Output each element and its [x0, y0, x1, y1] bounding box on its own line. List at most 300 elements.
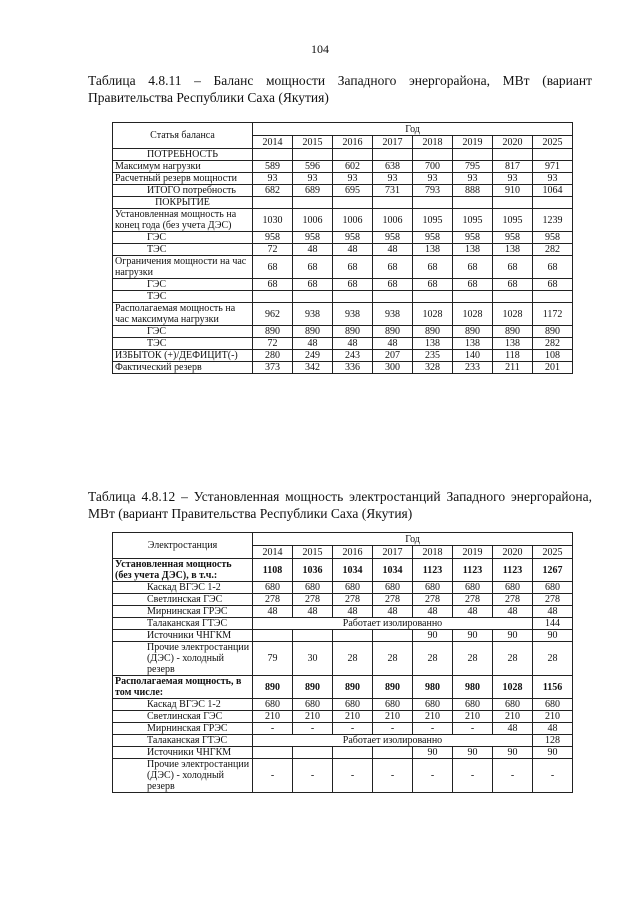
cell-value: 958: [493, 232, 533, 244]
cell-value: 210: [453, 711, 493, 723]
cell-value: 210: [373, 711, 413, 723]
cell-value: -: [373, 759, 413, 793]
cell-value: 48: [253, 606, 293, 618]
year-header: 2017: [373, 136, 413, 149]
cell-value: 207: [373, 350, 413, 362]
cell-value: 278: [253, 594, 293, 606]
cell-value: 48: [533, 723, 573, 735]
table-row: [113, 244, 573, 256]
table-row: [113, 209, 573, 232]
cell-value: 938: [333, 303, 373, 326]
row-label: Установленная мощность (без учета ДЭС), в т.ч.:: [113, 559, 253, 582]
cell-value: 680: [453, 699, 493, 711]
cell-value: 962: [253, 303, 293, 326]
cell-value: 30: [293, 642, 333, 676]
row-label: Располагаемая мощность на час максимума нагрузки: [113, 303, 253, 326]
cell-value: 68: [533, 279, 573, 291]
cell-value: 682: [253, 185, 293, 197]
cell-value: 90: [533, 747, 573, 759]
row-label: Расчетный резерв мощности: [113, 173, 253, 185]
cell-value: 201: [533, 362, 573, 374]
cell-value: 890: [493, 326, 533, 338]
cell-value: 890: [333, 676, 373, 699]
cell-value: [333, 149, 373, 161]
cell-value: 980: [453, 676, 493, 699]
cell-value: 1095: [413, 209, 453, 232]
cell-value: 235: [413, 350, 453, 362]
row-label: ТЭС: [113, 338, 253, 350]
table-row: [113, 197, 573, 209]
cell-value: 68: [533, 256, 573, 279]
cell-value: [333, 291, 373, 303]
row-label: Максимум нагрузки: [113, 161, 253, 173]
cell-value: -: [293, 759, 333, 793]
cell-value: 938: [373, 303, 413, 326]
cell-value: 278: [333, 594, 373, 606]
cell-value: -: [413, 723, 453, 735]
cell-value: 1123: [453, 559, 493, 582]
cell-value: [453, 291, 493, 303]
cell-value: 48: [333, 338, 373, 350]
power-balance-table: [112, 122, 573, 374]
row-label: Прочие электростанции (ДЭС) - холодный резерв: [113, 642, 253, 676]
cell-value: 680: [293, 582, 333, 594]
cell-value: 28: [533, 642, 573, 676]
cell-value: 1028: [493, 303, 533, 326]
cell-value: 373: [253, 362, 293, 374]
cell-value: 300: [373, 362, 413, 374]
cell-value: 278: [453, 594, 493, 606]
cell-value: 1006: [333, 209, 373, 232]
cell-value: 93: [493, 173, 533, 185]
cell-value: 28: [453, 642, 493, 676]
cell-value: [453, 197, 493, 209]
table-row: [113, 723, 573, 735]
table-row: [113, 326, 573, 338]
cell-value: 68: [493, 256, 533, 279]
cell-value: 93: [533, 173, 573, 185]
cell-value: 1095: [493, 209, 533, 232]
table-row: [113, 711, 573, 723]
cell-value: 48: [493, 606, 533, 618]
cell-value: 589: [253, 161, 293, 173]
cell-value: 680: [333, 699, 373, 711]
cell-value: 48: [293, 244, 333, 256]
cell-value: 68: [373, 256, 413, 279]
cell-value: [453, 149, 493, 161]
row-label: ГЭС: [113, 279, 253, 291]
cell-value: 68: [253, 256, 293, 279]
year-header: 2015: [293, 546, 333, 559]
row-label: ГЭС: [113, 232, 253, 244]
row-label: Источники ЧНГКМ: [113, 630, 253, 642]
cell-value: 48: [413, 606, 453, 618]
year-group-header: Год: [253, 123, 573, 136]
cell-value: [533, 197, 573, 209]
row-label: Мирнинская ГРЭС: [113, 606, 253, 618]
cell-value: 48: [293, 338, 333, 350]
row-label: Светлинская ГЭС: [113, 594, 253, 606]
cell-value: 210: [293, 711, 333, 723]
cell-value: 689: [293, 185, 333, 197]
cell-value: 90: [453, 630, 493, 642]
cell-value: 890: [453, 326, 493, 338]
table-row: [113, 185, 573, 197]
cell-value: 90: [413, 630, 453, 642]
cell-value: 1095: [453, 209, 493, 232]
row-label: ИТОГО потребность: [113, 185, 253, 197]
table-row: [113, 676, 573, 699]
row-label: Прочие электростанции (ДЭС) - холодный резерв: [113, 759, 253, 793]
merged-cell: Работает изолированно: [253, 735, 533, 747]
cell-value: [293, 197, 333, 209]
cell-value: 680: [293, 699, 333, 711]
cell-value: 118: [493, 350, 533, 362]
table-row: [113, 303, 573, 326]
cell-value: 48: [493, 723, 533, 735]
row-label: Талаканская ГТЭС: [113, 618, 253, 630]
cell-value: 93: [373, 173, 413, 185]
year-header: 2018: [413, 546, 453, 559]
cell-value: 210: [333, 711, 373, 723]
cell-value: 890: [253, 326, 293, 338]
row-label: ПОКРЫТИЕ: [113, 197, 253, 209]
cell-value: 93: [293, 173, 333, 185]
cell-value: 1034: [333, 559, 373, 582]
cell-value: 278: [493, 594, 533, 606]
cell-value: 233: [453, 362, 493, 374]
cell-value: 68: [333, 256, 373, 279]
table-row: [113, 338, 573, 350]
cell-value: 278: [533, 594, 573, 606]
cell-value: 211: [493, 362, 533, 374]
cell-value: 958: [293, 232, 333, 244]
table-row: [113, 759, 573, 793]
cell-value: -: [253, 723, 293, 735]
cell-value: 890: [533, 326, 573, 338]
cell-value: 980: [413, 676, 453, 699]
cell-value: 1028: [413, 303, 453, 326]
cell-value: 795: [453, 161, 493, 173]
cell-value: 108: [533, 350, 573, 362]
cell-value: 890: [373, 676, 413, 699]
cell-value: 680: [373, 582, 413, 594]
cell-value: 210: [533, 711, 573, 723]
cell-value: 278: [373, 594, 413, 606]
cell-value: 68: [333, 279, 373, 291]
cell-value: 278: [413, 594, 453, 606]
cell-value: 958: [533, 232, 573, 244]
table-row: [113, 256, 573, 279]
cell-value: [373, 149, 413, 161]
row-label: Мирнинская ГРЭС: [113, 723, 253, 735]
year-header: 2016: [333, 136, 373, 149]
cell-value: 596: [293, 161, 333, 173]
cell-value: 342: [293, 362, 333, 374]
table-row: [113, 618, 573, 630]
cell-value: [533, 149, 573, 161]
year-header: 2025: [533, 136, 573, 149]
cell-value: 700: [413, 161, 453, 173]
row-label: Талаканская ГТЭС: [113, 735, 253, 747]
year-header: 2025: [533, 546, 573, 559]
year-header: 2019: [453, 136, 493, 149]
cell-value: -: [293, 723, 333, 735]
table-2-caption: Таблица 4.8.12 – Установленная мощность электростанций Западного энергорайона, МВт (вариант Правительства Республики Саха (Якутия): [88, 489, 592, 521]
cell-value: [293, 149, 333, 161]
cell-value: 1123: [413, 559, 453, 582]
row-label: ТЭС: [113, 244, 253, 256]
row-label: Каскад ВГЭС 1-2: [113, 582, 253, 594]
cell-value: 90: [493, 630, 533, 642]
cell-value: 138: [453, 244, 493, 256]
cell-value: 680: [453, 582, 493, 594]
cell-value: -: [453, 759, 493, 793]
cell-value: 638: [373, 161, 413, 173]
cell-value: 79: [253, 642, 293, 676]
cell-value: 140: [453, 350, 493, 362]
cell-value: 68: [373, 279, 413, 291]
year-header: 2014: [253, 136, 293, 149]
cell-value: 680: [413, 699, 453, 711]
cell-value: 68: [253, 279, 293, 291]
cell-value: 1123: [493, 559, 533, 582]
row-header: Электростанция: [113, 533, 253, 559]
cell-value: 68: [293, 256, 333, 279]
table-row: [113, 350, 573, 362]
cell-value: -: [493, 759, 533, 793]
cell-value: 1239: [533, 209, 573, 232]
table-row: [113, 161, 573, 173]
cell-value: [493, 149, 533, 161]
table-row: [113, 291, 573, 303]
cell-value: [253, 747, 293, 759]
row-label: Установленная мощность на конец года (без учета ДЭС): [113, 209, 253, 232]
cell-value: [293, 291, 333, 303]
cell-value: [253, 149, 293, 161]
row-label: Каскад ВГЭС 1-2: [113, 699, 253, 711]
cell-value: 1156: [533, 676, 573, 699]
cell-value: 128: [533, 735, 573, 747]
year-header: 2020: [493, 546, 533, 559]
cell-value: 210: [413, 711, 453, 723]
cell-value: [493, 291, 533, 303]
cell-value: 1030: [253, 209, 293, 232]
table-row: [113, 232, 573, 244]
cell-value: 1034: [373, 559, 413, 582]
cell-value: 93: [413, 173, 453, 185]
cell-value: 249: [293, 350, 333, 362]
cell-value: 68: [493, 279, 533, 291]
cell-value: -: [333, 723, 373, 735]
row-label: Светлинская ГЭС: [113, 711, 253, 723]
table-row: [113, 699, 573, 711]
cell-value: [373, 747, 413, 759]
cell-value: 210: [253, 711, 293, 723]
table-row: [113, 173, 573, 185]
table-row: [113, 559, 573, 582]
cell-value: 138: [493, 244, 533, 256]
year-header: 2014: [253, 546, 293, 559]
cell-value: -: [453, 723, 493, 735]
cell-value: 93: [453, 173, 493, 185]
cell-value: [493, 197, 533, 209]
row-label: Ограничения мощности на час нагрузки: [113, 256, 253, 279]
cell-value: 1036: [293, 559, 333, 582]
row-label: ПОТРЕБНОСТЬ: [113, 149, 253, 161]
cell-value: [293, 630, 333, 642]
cell-value: 278: [293, 594, 333, 606]
cell-value: [373, 197, 413, 209]
table-row: [113, 279, 573, 291]
cell-value: 68: [453, 279, 493, 291]
cell-value: [253, 630, 293, 642]
cell-value: [413, 197, 453, 209]
cell-value: 48: [373, 338, 413, 350]
table-row: [113, 747, 573, 759]
cell-value: 1064: [533, 185, 573, 197]
cell-value: [533, 291, 573, 303]
table-row: [113, 149, 573, 161]
cell-value: -: [373, 723, 413, 735]
cell-value: [253, 197, 293, 209]
cell-value: 138: [413, 244, 453, 256]
cell-value: 28: [373, 642, 413, 676]
cell-value: [253, 291, 293, 303]
cell-value: 48: [373, 244, 413, 256]
cell-value: 48: [533, 606, 573, 618]
year-header: 2020: [493, 136, 533, 149]
cell-value: 336: [333, 362, 373, 374]
year-header: 2018: [413, 136, 453, 149]
cell-value: 680: [253, 699, 293, 711]
merged-cell: Работает изолированно: [253, 618, 533, 630]
cell-value: 48: [373, 606, 413, 618]
cell-value: [333, 197, 373, 209]
cell-value: 68: [293, 279, 333, 291]
year-header: 2019: [453, 546, 493, 559]
cell-value: [413, 291, 453, 303]
cell-value: 48: [333, 244, 373, 256]
cell-value: [413, 149, 453, 161]
cell-value: 680: [253, 582, 293, 594]
table-row: [113, 630, 573, 642]
cell-value: 890: [373, 326, 413, 338]
cell-value: 1028: [453, 303, 493, 326]
cell-value: 910: [493, 185, 533, 197]
cell-value: 90: [533, 630, 573, 642]
table-row: [113, 362, 573, 374]
cell-value: 282: [533, 244, 573, 256]
cell-value: 888: [453, 185, 493, 197]
cell-value: [293, 747, 333, 759]
cell-value: 28: [333, 642, 373, 676]
table-row: [113, 594, 573, 606]
cell-value: 680: [533, 699, 573, 711]
cell-value: [333, 747, 373, 759]
table-row: [113, 582, 573, 594]
cell-value: 695: [333, 185, 373, 197]
cell-value: 793: [413, 185, 453, 197]
cell-value: -: [533, 759, 573, 793]
cell-value: 210: [493, 711, 533, 723]
cell-value: 28: [493, 642, 533, 676]
cell-value: 48: [453, 606, 493, 618]
cell-value: 938: [293, 303, 333, 326]
cell-value: 90: [493, 747, 533, 759]
cell-value: 328: [413, 362, 453, 374]
cell-value: 958: [333, 232, 373, 244]
table-row: [113, 642, 573, 676]
page-number: 104: [311, 42, 329, 56]
cell-value: 243: [333, 350, 373, 362]
cell-value: 958: [253, 232, 293, 244]
cell-value: 602: [333, 161, 373, 173]
row-label: ИЗБЫТОК (+)/ДЕФИЦИТ(-): [113, 350, 253, 362]
cell-value: 90: [413, 747, 453, 759]
cell-value: 144: [533, 618, 573, 630]
installed-capacity-table: [112, 532, 573, 793]
cell-value: 1006: [373, 209, 413, 232]
cell-value: 1006: [293, 209, 333, 232]
cell-value: -: [253, 759, 293, 793]
cell-value: -: [333, 759, 373, 793]
cell-value: 68: [453, 256, 493, 279]
cell-value: 958: [453, 232, 493, 244]
cell-value: 138: [493, 338, 533, 350]
cell-value: [333, 630, 373, 642]
row-label: ГЭС: [113, 326, 253, 338]
row-label: Располагаемая мощность, в том числе:: [113, 676, 253, 699]
cell-value: 282: [533, 338, 573, 350]
cell-value: 680: [493, 699, 533, 711]
row-header: Статья баланса: [113, 123, 253, 149]
cell-value: 1108: [253, 559, 293, 582]
cell-value: 68: [413, 256, 453, 279]
cell-value: 93: [253, 173, 293, 185]
cell-value: [373, 291, 413, 303]
cell-value: 680: [333, 582, 373, 594]
cell-value: 28: [413, 642, 453, 676]
cell-value: 48: [333, 606, 373, 618]
year-header: 2016: [333, 546, 373, 559]
cell-value: [373, 630, 413, 642]
table-row: [113, 606, 573, 618]
cell-value: 890: [413, 326, 453, 338]
cell-value: 280: [253, 350, 293, 362]
cell-value: 958: [413, 232, 453, 244]
cell-value: 890: [253, 676, 293, 699]
cell-value: 890: [333, 326, 373, 338]
cell-value: 93: [333, 173, 373, 185]
cell-value: 72: [253, 338, 293, 350]
cell-value: 680: [533, 582, 573, 594]
row-label: ТЭС: [113, 291, 253, 303]
cell-value: 48: [293, 606, 333, 618]
cell-value: 1267: [533, 559, 573, 582]
cell-value: 138: [453, 338, 493, 350]
cell-value: 138: [413, 338, 453, 350]
cell-value: 72: [253, 244, 293, 256]
table-row: [113, 735, 573, 747]
cell-value: -: [413, 759, 453, 793]
year-header: 2017: [373, 546, 413, 559]
cell-value: 68: [413, 279, 453, 291]
cell-value: 680: [413, 582, 453, 594]
cell-value: 890: [293, 326, 333, 338]
cell-value: 680: [373, 699, 413, 711]
cell-value: 817: [493, 161, 533, 173]
